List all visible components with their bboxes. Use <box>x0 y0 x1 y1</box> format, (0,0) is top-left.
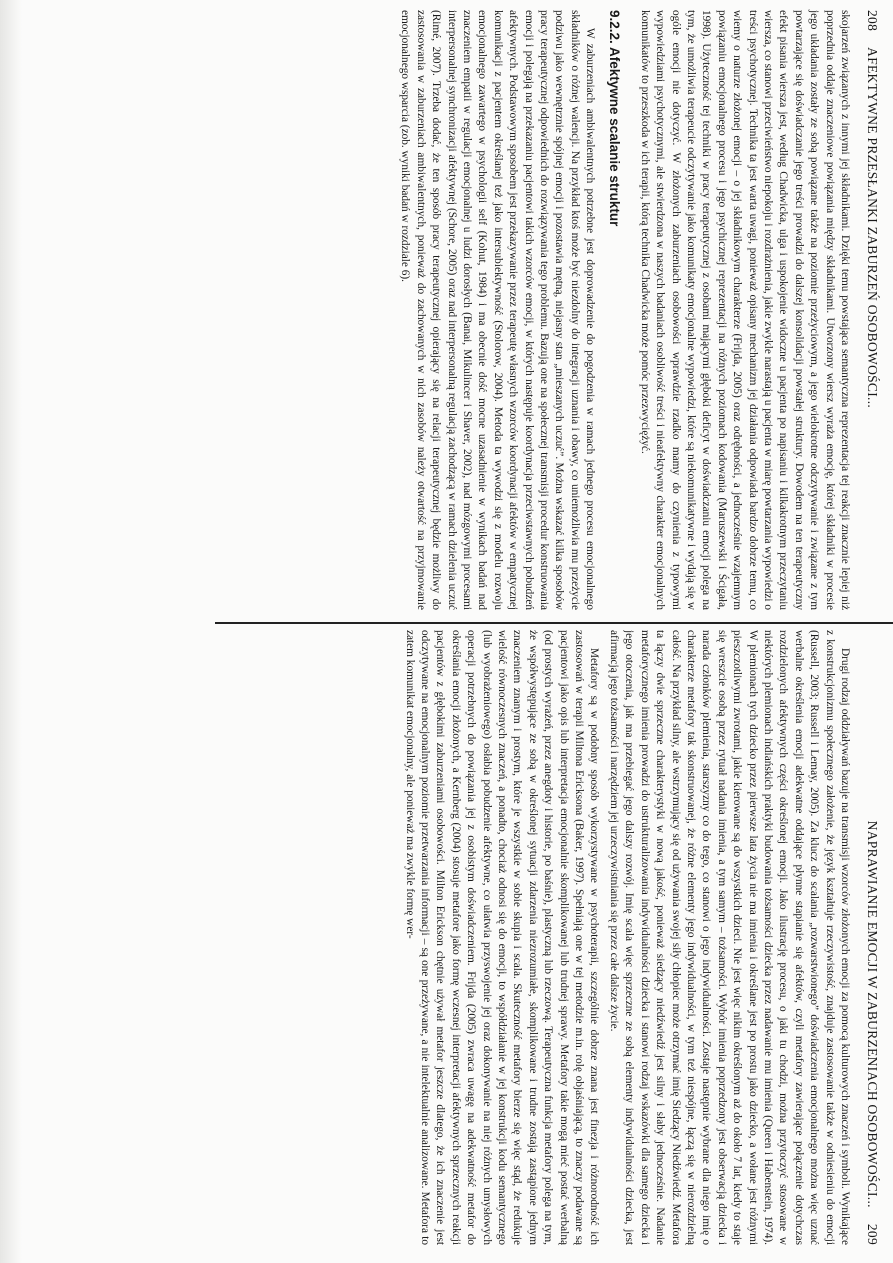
running-head: AFEKTYWNE PRZESŁANKI ZABURZEŃ OSOBOWOŚCI... <box>865 47 880 409</box>
page-208-content <box>20 10 880 610</box>
section-heading: 9.2.2. Afektywne scalanie struktur <box>607 10 623 227</box>
page-209 <box>0 630 893 1263</box>
page-header <box>864 630 880 1245</box>
paragraph: Metafory są w podobny sposób wykorzystywane w psychoterapii, szczególnie dobrze znana jest finezja i różnorodność ich zastosowań w terapii Miltona Ericksona (Baker, 1997). Spełniają one w tej metodzie m.in. rolę objaśniającą, to znaczy podawane są pacjentowi jako opis lub interpretacja emocjonalnie skomplikowanej lub trudnej sprawy. Metafory takie mogą mieć postać werbalną (od prostych wyrażeń, przez anegdoty i historie, po baśnie), plastyczną lub rzeczową. Terapeutyczna funkcja metafory polega na tym, że współwystępujące ze sobą w określonej sytuacji zdarzenia niezrozumiałe, skomplikowane i trudne zostają zastąpione jednym znaczeniem znanym i prostym, które je wszystkie w sobie skupia i scala. Skuteczność metafory bierze się więc stąd, że redukuje wielość równoczesnych znaczeń, a ponadto, chociaż odnosi się do emocji, to współdziałanie w jej konstrukcji kodu semantycznego (lub wyobrażeniowego) osłabia pobudzenie afektywne, co ułatwia przyswojenie jej oraz dokonywanie na niej różnych umysłowych operacji potrzebnych do powiązania jej z osobistym doświadczeniem. Frijda (2005) zwraca uwagę na adekwatność metafor do określania emocji złożonych, a Kernberg (2004) stosuje metafore jako formę wczesnej interpretacji afektywnych sprzecznych reakcji pacjentów z głębokimi zaburzeniami osobowości. Milton Erickson chętnie używał metafor jeszcze dlatego, że ich znaczenie jest odczytywane na emocjonalnym poziomie przetwarzania informacji – są one przeżywane, a nie intelektualnie analizowane. Metafora to zatem komunikat emocjonalny, ale ponieważ ma zwykle formę wer- <box>403 630 601 1245</box>
page-number: 208 <box>865 10 880 32</box>
paragraph: W zaburzeniach ambiwalentnych potrzebne jest doprowadzenie do pogodzenia w ramach jednego procesu emocjonalnego składników o różnej walencji. Na przykład ktoś może być niezdolny do integracji uznania i obawy, co uniemożliwia mu przeżycie podziwu jako wewnętrznie spójnej emocji i pozostawia mętną, niejasny stan „mieszanych uczuć”. Można wskazać kilka sposobów pracy terapeutycznej odpowiednich do rozwiązywania tego problemu. Bazują one na społecznej transmisji procedur konstruowania emocji i polegają na przekazaniu pacjentowi takich wzorców emocji, w których następuje koordynacja przeciwstawnych pobudzeń afektywnych. Podstawowym sposobem jest przekazywanie przez terapeutę własnych wzorców koordynacji afektów w empatycznej komunikacji z pacjentem określanej też jako intersubiektywność (Stolorow, 2004). Metoda ta wywodzi się z modelu rozwoju emocjonalnego zawartego w psychologii self (Kohut, 1984) i ma obecnie dość mocne uzasadnienie w wynikach badań nad znaczeniem empatii w regulacji emocjonalnej u ludzi dorosłych (Banai, Mikulincer i Shaver, 2002), nad mózgowymi procesami interpersonalnej synchronizacji afektywnej (Schore, 2005) oraz nad interpersonalną regulacją zachodzącą w ramach dzielenia uczuć (Rimé, 2007). Trzeba dodać, że ten sposób pracy terapeutycznej opierający się na relacji terapeutycznej będzie możliwy do zastosowania w zaburzeniach ambiwalentnych, ponieważ do zachowanych w nich zasobów należy otwartość na przyjmowanie emocjonalnego wsparcia (zob. wyniki badań w rozdziale 6). <box>399 10 597 610</box>
running-head: NAPRAWIANIE EMOCJI W ZABURZENIACH OSOBOWOŚCI... <box>865 820 880 1208</box>
paragraph: Drugi rodzaj oddziaływań bazuje na transmisji wzorców złożonych emocji za pomocą kulturowych znaczeń i symboli. Wynikające z konstrukcjonizmu społecznego założenie, że język kształtuje rzeczywistość, znajduje zastosowanie także w odniesieniu do emocji (Russell, 2003; Russell i Lemay, 2005). Za klucz do scalania „rozwarstwionego” doświadczenia emocjonalnego można więc uznać werbalne określenia emocji adekwatne oddające płynne stapianie się afektów, czyli metafory zawierające połączenie dotychczas rozdzielonych afektywnych części określonej emocji. Jako ilustrację procesu, o jaki tu chodzi, można przytoczyć stosowane w niektórych plemionach indiańskich praktyki budowania tożsamości dziecka przez nadawanie mu imienia (Queen i Habenstein, 1974). W plemionach tych dziecko przez pierwsze lata życia nie ma imienia i określane jest po prostu jako dziecko, a wołane jest różnymi pieszczotliwymi zwrotami, jakie kierowane są do wszystkich dzieci. Nie jest więc nikim określonym aż do około 7 lat, kiedy to staje się wreszcie osobą przez rytuał nadania imienia, a tym samym – tożsamości. Wybór imienia poprzedzony jest obserwacją dziecka i narada członków plemienia, starszyzny co do tego, co stanowi o jego indywidualności. Zostaje następnie wybrane dla niego imię o charakterze metafory tak skonstruowanej, że różne elementy jego indywidualności, w tym też niespójne, łączą się w nierozdzielną całość. Na przykład silny, ale wstrzymujący się od używania swojej siły chłopiec może otrzymać imię Siedzący Niedźwiedź. Metafora ta łączy dwie sprzeczne charakterystyki w nową jakość, ponieważ siedzący niedźwiedź jest silny i słaby jednocześnie. Nadanie metaforycznego imienia prowadzi do ustrukturalizowania indywidualności dziecka i stanowi rodzaj wskazówki dla samego dziecka i jego otoczenia, jak ma przebiegać jego dalszy rozwój. Imię scala więc sprzeczne ze sobą elementy indywidualności dziecka, jest afirmacją jego tożsamości i narzędziem jej urzeczywistniania się przez całe dalsze życie. <box>607 630 851 1245</box>
page-divider-rule <box>215 622 893 624</box>
page-header <box>864 10 880 610</box>
page-208 <box>0 0 893 620</box>
paragraph: skojarzeń związanych z innymi jej składnikami. Dzięki temu powstająca semantyczna reprezentacja tej reakcji znacznie lepiej niż poprzednia oddaje znaczeniowe powiązania między składnikami. Utworzony wiersz wyraża emocję, której składniki w procesie jego układania zostały ze sobą powiązane także na poziomie przeżyciowym, a jego wielokrotne odczytywanie i związane z tym powtarzające się doświadczanie jego treści prowadzi do dalszej konsolidacji powstałej struktury. Dowodem na ten terapeutyczny efekt pisania wiersza jest, według Chadwicka, ulga i uspokojenie widoczne u pacjenta po napisaniu i kilkakrotnym przeczytaniu wiersza, co stanowi przeciwieństwo niepokoju i rozdrażnienia, jakie zwykle narastają u pacjenta w miarę powtarzania wypowiedzi o treści psychotycznej. Technika ta jest warta uwagi, ponieważ opisany mechanizm jej działania odpowiada bardzo dobrze temu, co wiemy o naturze złożonej emocji – o jej składnikowym charakterze (Frijda, 2005) oraz odrębności, a jednocześnie wzajemnym powiązaniu emocjonalnego procesu i jego psychicznej reprezentacji na różnych poziomach kodowania (Maruszewski i Ścigała, 1998). Użyteczność tej techniki w pracy terapeutycznej z osobami mającymi głęboki deficyt w doświadczaniu emocji polega na tym, że umożliwia terapeucie odczytywanie jako komunikaty emocjonalne wypowiedzi, które są niekomunikatywne i wydają się w ogóle emocji nie dotyczyć. W złożonych zaburzeniach osobowości wprawdzie rzadko mamy do czynienia z typowymi wypowiedziami psychotycznymi, ale stwierdzona w naszych badaniach osobliwość treści i nieafektywny charakter emocjonalnych komunikatów to przeszkoda w ich terapii, którą technika Chadwicka może pomóc przezwyciężyć. <box>638 10 851 610</box>
page-number: 209 <box>865 1223 880 1245</box>
page-209-content <box>20 630 880 1245</box>
